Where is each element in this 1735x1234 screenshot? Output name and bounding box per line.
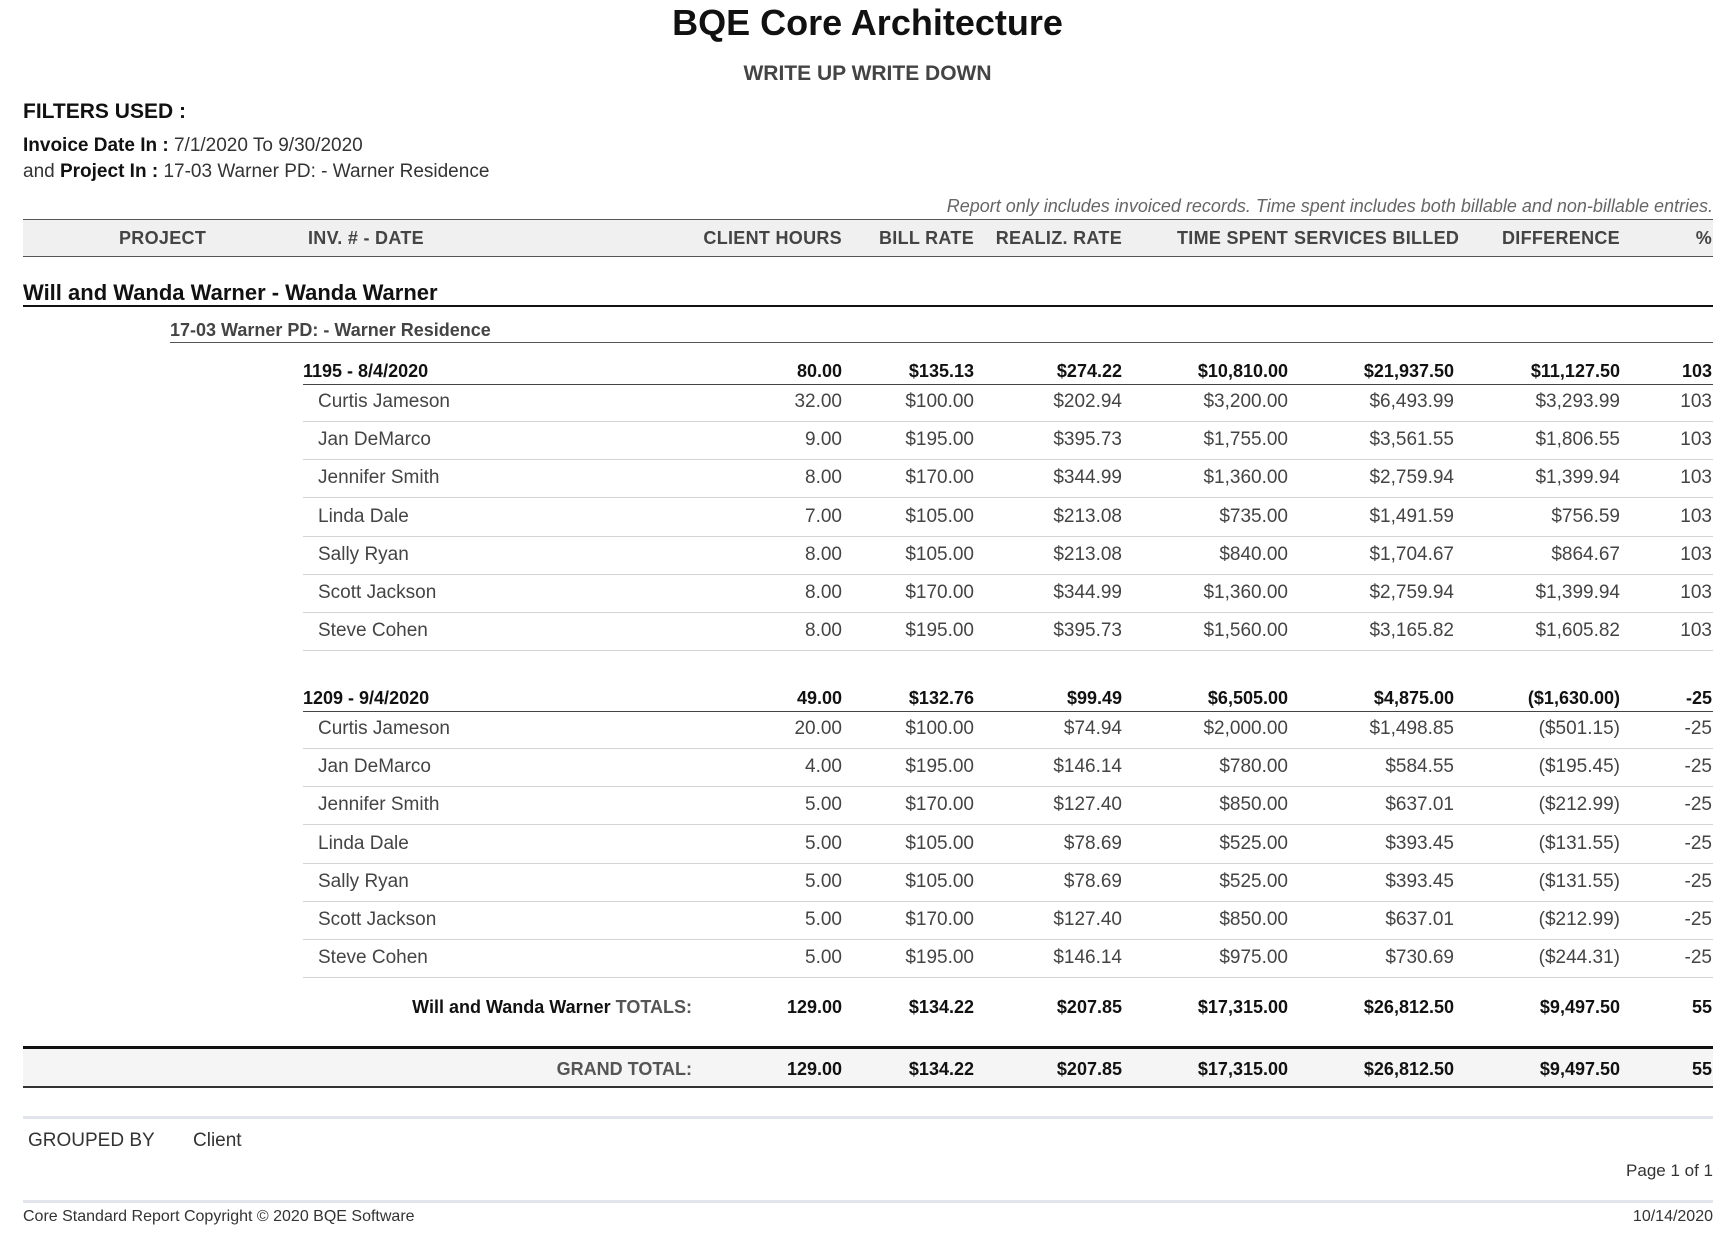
client-total-time-spent: $17,315.00 [1197, 997, 1288, 1017]
report-title: WRITE UP WRITE DOWN [743, 62, 992, 85]
row-client-hours: 9.00 [805, 429, 842, 450]
row-bill-rate: $105.00 [905, 833, 974, 854]
col-percent: % [1695, 228, 1712, 248]
filter-project-prefix: and [23, 161, 55, 182]
row-divider [303, 421, 1713, 422]
row-divider [303, 901, 1713, 902]
row-bill-rate: $170.00 [905, 467, 974, 488]
col-bill-rate: BILL RATE [878, 228, 974, 248]
filter-invoice-date-label: Invoice Date In : [23, 135, 169, 156]
row-percent: 103 [1680, 620, 1712, 641]
row-bill-rate: $105.00 [905, 871, 974, 892]
row-percent: -25 [1684, 833, 1712, 854]
row-realiz-rate: $146.14 [1053, 947, 1122, 968]
row-time-spent: $3,200.00 [1203, 391, 1288, 412]
grand-total-label: GRAND TOTAL: [556, 1059, 692, 1079]
employee-name: Jennifer Smith [318, 467, 440, 488]
project-name: 17-03 Warner PD: - Warner Residence [170, 320, 491, 340]
grouped-by-label: GROUPED BY [28, 1130, 155, 1151]
row-services-billed: $637.01 [1385, 794, 1454, 815]
invoice-total-services-billed: $21,937.50 [1363, 361, 1454, 381]
employee-name: Scott Jackson [318, 909, 437, 930]
row-realiz-rate: $344.99 [1053, 582, 1122, 603]
row-realiz-rate: $74.94 [1063, 718, 1122, 739]
row-time-spent: $525.00 [1219, 833, 1288, 854]
row-time-spent: $2,000.00 [1203, 718, 1288, 739]
employee-name: Curtis Jameson [318, 391, 450, 412]
invoice-divider [303, 711, 1713, 712]
row-client-hours: 8.00 [805, 467, 842, 488]
row-client-hours: 5.00 [805, 833, 842, 854]
row-bill-rate: $105.00 [905, 544, 974, 565]
invoice-total-bill-rate: $135.13 [908, 361, 974, 381]
row-realiz-rate: $202.94 [1053, 391, 1122, 412]
invoice-total-time-spent: $10,810.00 [1197, 361, 1288, 381]
employee-name: Scott Jackson [318, 582, 437, 603]
invoice-total-time-spent: $6,505.00 [1207, 688, 1288, 708]
row-bill-rate: $100.00 [905, 718, 974, 739]
row-divider [303, 612, 1713, 613]
filter-invoice-date [23, 135, 363, 157]
client-name: Will and Wanda Warner - Wanda Warner [23, 280, 438, 305]
row-divider [303, 977, 1713, 978]
grand-total-services-billed: $26,812.50 [1363, 1059, 1454, 1079]
row-percent: 103 [1680, 429, 1712, 450]
row-realiz-rate: $78.69 [1063, 833, 1122, 854]
row-difference: $756.59 [1551, 506, 1620, 527]
row-realiz-rate: $213.08 [1053, 544, 1122, 565]
client-total-client-hours: 129.00 [786, 997, 842, 1017]
grand-total-difference: $9,497.50 [1539, 1059, 1620, 1079]
row-divider [303, 650, 1713, 651]
row-client-hours: 4.00 [805, 756, 842, 777]
employee-name: Linda Dale [318, 506, 409, 527]
invoice-total-percent: -25 [1685, 688, 1712, 708]
col-difference: DIFFERENCE [1501, 228, 1620, 248]
invoice-total-percent: 103 [1681, 361, 1712, 381]
row-percent: -25 [1684, 871, 1712, 892]
filters-heading: FILTERS USED : [23, 100, 186, 123]
client-total-realiz-rate: $207.85 [1056, 997, 1122, 1017]
grouped-by-value: Client [193, 1130, 242, 1151]
row-client-hours: 8.00 [805, 582, 842, 603]
row-realiz-rate: $146.14 [1053, 756, 1122, 777]
invoice-total-realiz-rate: $99.49 [1066, 688, 1122, 708]
filter-invoice-date-value: 7/1/2020 To 9/30/2020 [173, 135, 363, 156]
print-date: 10/14/2020 [1632, 1208, 1713, 1225]
row-difference: ($212.99) [1538, 794, 1620, 815]
row-client-hours: 8.00 [805, 544, 842, 565]
row-divider [303, 748, 1713, 749]
row-difference: $1,806.55 [1535, 429, 1620, 450]
col-project: PROJECT [119, 228, 207, 248]
row-time-spent: $780.00 [1219, 756, 1288, 777]
row-client-hours: 8.00 [805, 620, 842, 641]
row-difference: $1,605.82 [1535, 620, 1620, 641]
row-time-spent: $850.00 [1219, 794, 1288, 815]
employee-name: Jennifer Smith [318, 794, 440, 815]
row-time-spent: $840.00 [1219, 544, 1288, 565]
row-percent: 103 [1680, 544, 1712, 565]
row-bill-rate: $170.00 [905, 582, 974, 603]
row-time-spent: $975.00 [1219, 947, 1288, 968]
invoice-number-date: 1209 - 9/4/2020 [303, 688, 430, 708]
row-bill-rate: $195.00 [905, 429, 974, 450]
row-percent: 103 [1680, 467, 1712, 488]
row-bill-rate: $170.00 [905, 909, 974, 930]
client-total-percent: 55 [1691, 997, 1712, 1017]
row-realiz-rate: $395.73 [1053, 620, 1122, 641]
row-divider [303, 786, 1713, 787]
row-difference: ($131.55) [1538, 871, 1620, 892]
employee-name: Jan DeMarco [318, 756, 431, 777]
row-services-billed: $2,759.94 [1369, 467, 1454, 488]
employee-name: Sally Ryan [318, 871, 409, 892]
employee-name: Sally Ryan [318, 544, 409, 565]
row-difference: ($244.31) [1538, 947, 1620, 968]
row-divider [303, 863, 1713, 864]
row-client-hours: 32.00 [794, 391, 842, 412]
invoice-total-bill-rate: $132.76 [908, 688, 974, 708]
grand-total-realiz-rate: $207.85 [1056, 1059, 1122, 1079]
row-client-hours: 7.00 [805, 506, 842, 527]
row-divider [303, 459, 1713, 460]
row-bill-rate: $195.00 [905, 947, 974, 968]
row-services-billed: $393.45 [1385, 833, 1454, 854]
row-client-hours: 20.00 [794, 718, 842, 739]
row-services-billed: $393.45 [1385, 871, 1454, 892]
row-services-billed: $584.55 [1385, 756, 1454, 777]
report-company: BQE Core Architecture [672, 2, 1063, 43]
row-difference: ($212.99) [1538, 909, 1620, 930]
row-client-hours: 5.00 [805, 794, 842, 815]
row-time-spent: $850.00 [1219, 909, 1288, 930]
row-realiz-rate: $78.69 [1063, 871, 1122, 892]
row-services-billed: $730.69 [1385, 947, 1454, 968]
invoice-total-realiz-rate: $274.22 [1056, 361, 1122, 381]
invoice-total-client-hours: 80.00 [796, 361, 842, 381]
row-services-billed: $6,493.99 [1369, 391, 1454, 412]
row-divider [303, 939, 1713, 940]
employee-name: Linda Dale [318, 833, 409, 854]
report-note: Report only includes invoiced records. Time spent includes both billable and non-billable entries. [946, 196, 1713, 216]
client-total-services-billed: $26,812.50 [1363, 997, 1454, 1017]
employee-name: Steve Cohen [318, 620, 428, 641]
row-difference: $1,399.94 [1535, 467, 1620, 488]
project-divider [170, 342, 1713, 343]
row-bill-rate: $170.00 [905, 794, 974, 815]
col-client-hours: CLIENT HOURS [703, 228, 842, 248]
invoice-total-difference: ($1,630.00) [1527, 688, 1620, 708]
row-time-spent: $735.00 [1219, 506, 1288, 527]
row-percent: -25 [1684, 947, 1712, 968]
row-difference: ($195.45) [1538, 756, 1620, 777]
row-time-spent: $1,360.00 [1203, 467, 1288, 488]
client-totals-word: TOTALS: [615, 997, 692, 1017]
filter-project [23, 161, 489, 183]
grand-total-bill-rate: $134.22 [908, 1059, 974, 1079]
client-divider [23, 305, 1713, 307]
row-divider [303, 536, 1713, 537]
row-difference: $1,399.94 [1535, 582, 1620, 603]
row-time-spent: $1,755.00 [1203, 429, 1288, 450]
employee-name: Curtis Jameson [318, 718, 450, 739]
row-time-spent: $1,360.00 [1203, 582, 1288, 603]
copyright: Core Standard Report Copyright © 2020 BQE Software [23, 1208, 415, 1225]
row-divider [303, 497, 1713, 498]
row-client-hours: 5.00 [805, 947, 842, 968]
row-services-billed: $3,165.82 [1369, 620, 1454, 641]
invoice-total-client-hours: 49.00 [796, 688, 842, 708]
row-bill-rate: $105.00 [905, 506, 974, 527]
grand-total-time-spent: $17,315.00 [1197, 1059, 1288, 1079]
page-number: Page 1 of 1 [1626, 1161, 1713, 1180]
row-percent: 103 [1680, 506, 1712, 527]
invoice-number-date: 1195 - 8/4/2020 [303, 361, 429, 381]
col-services-billed: SERVICES BILLED [1294, 228, 1460, 248]
client-totals-name: Will and Wanda Warner [412, 997, 611, 1017]
col-invoice-date: INV. # - DATE [308, 228, 424, 248]
row-services-billed: $1,704.67 [1369, 544, 1454, 565]
row-difference: ($131.55) [1538, 833, 1620, 854]
row-percent: -25 [1684, 794, 1712, 815]
row-time-spent: $1,560.00 [1203, 620, 1288, 641]
invoice-divider [303, 384, 1713, 385]
row-divider [303, 824, 1713, 825]
row-client-hours: 5.00 [805, 909, 842, 930]
grand-total-percent: 55 [1691, 1059, 1712, 1079]
row-percent: 103 [1680, 582, 1712, 603]
row-services-billed: $3,561.55 [1369, 429, 1454, 450]
row-divider [303, 574, 1713, 575]
row-difference: $864.67 [1551, 544, 1620, 565]
row-realiz-rate: $395.73 [1053, 429, 1122, 450]
employee-name: Steve Cohen [318, 947, 428, 968]
row-services-billed: $1,498.85 [1369, 718, 1454, 739]
row-bill-rate: $100.00 [905, 391, 974, 412]
row-bill-rate: $195.00 [905, 620, 974, 641]
row-percent: 103 [1680, 391, 1712, 412]
row-realiz-rate: $127.40 [1053, 909, 1122, 930]
row-realiz-rate: $213.08 [1053, 506, 1122, 527]
col-realiz-rate: REALIZ. RATE [995, 228, 1122, 248]
employee-name: Jan DeMarco [318, 429, 431, 450]
row-services-billed: $1,491.59 [1369, 506, 1454, 527]
footer-separator-top [23, 1116, 1713, 1119]
row-services-billed: $2,759.94 [1369, 582, 1454, 603]
row-difference: $3,293.99 [1535, 391, 1620, 412]
row-realiz-rate: $127.40 [1053, 794, 1122, 815]
col-time-spent: TIME SPENT [1176, 228, 1288, 248]
client-total-bill-rate: $134.22 [908, 997, 974, 1017]
row-services-billed: $637.01 [1385, 909, 1454, 930]
row-difference: ($501.15) [1538, 718, 1620, 739]
invoice-total-services-billed: $4,875.00 [1373, 688, 1454, 708]
row-percent: -25 [1684, 756, 1712, 777]
filter-project-value: 17-03 Warner PD: - Warner Residence [163, 161, 490, 182]
grand-total-client-hours: 129.00 [786, 1059, 842, 1079]
row-percent: -25 [1684, 718, 1712, 739]
row-time-spent: $525.00 [1219, 871, 1288, 892]
client-totals-label [300, 997, 692, 1018]
row-realiz-rate: $344.99 [1053, 467, 1122, 488]
invoice-total-difference: $11,127.50 [1530, 361, 1620, 381]
row-client-hours: 5.00 [805, 871, 842, 892]
client-total-difference: $9,497.50 [1539, 997, 1620, 1017]
filter-project-label: Project In : [59, 161, 159, 182]
row-bill-rate: $195.00 [905, 756, 974, 777]
row-percent: -25 [1684, 909, 1712, 930]
footer-separator-bottom [23, 1200, 1713, 1203]
